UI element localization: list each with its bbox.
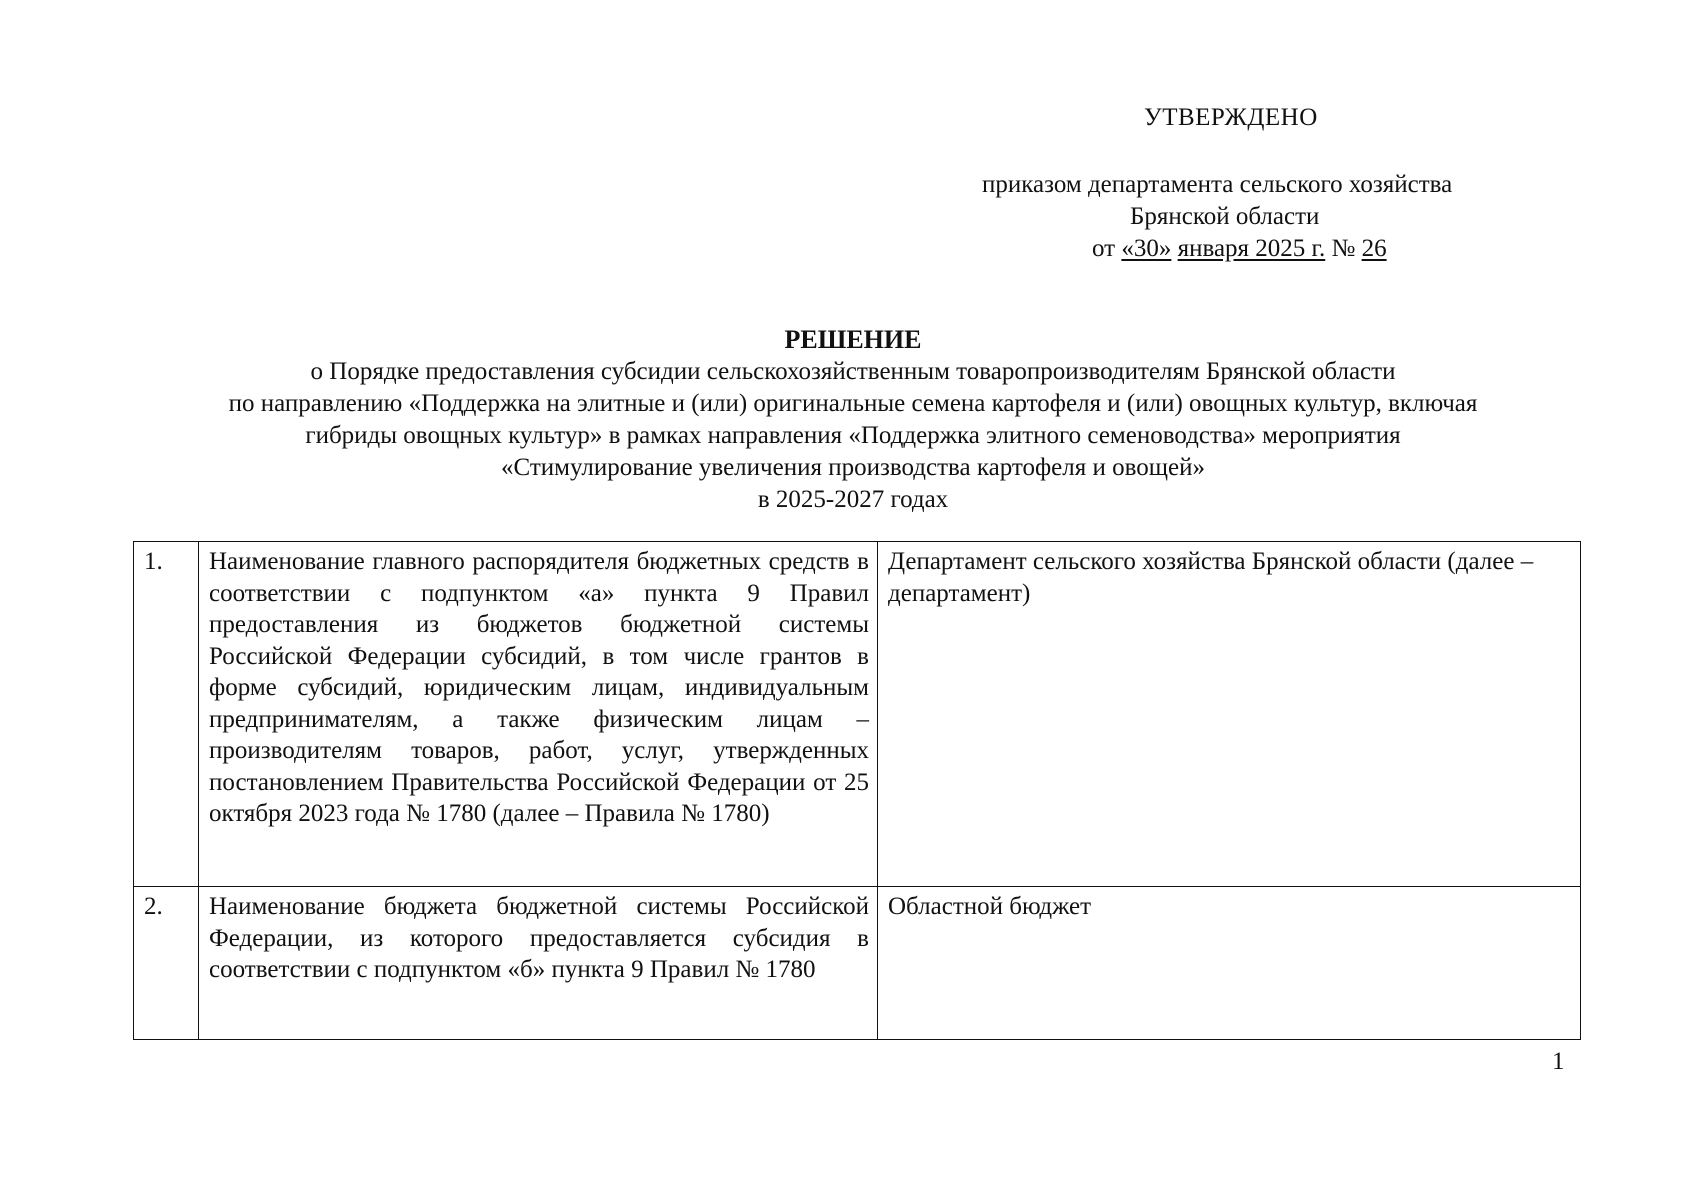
row-field-name: Наименование бюджета бюджетной системы Российской Федерации, из которого предоставляется субсидия в соответствии с подпунктом «б» пункта 9 Правил № 1780 bbox=[199, 887, 878, 1040]
order-day: «30» bbox=[1121, 235, 1172, 262]
row-number: 2. bbox=[134, 887, 199, 1040]
row-number: 1. bbox=[134, 542, 199, 887]
row-field-value: Областной бюджет bbox=[878, 887, 1581, 1040]
title-line: «Стимулирование увеличения производства картофеля и овощей» bbox=[501, 454, 1205, 481]
row-field-name: Наименование главного распорядителя бюджетных средств в соответствии с подпунктом «а» пункта 9 Правил предоставления из бюджетов бюджетной системы Российской Федерации субсидий, в том числе грантов в форме субсидий, юридическим лицам, индивидуальным предпринимателям, а также физическим лицам – производителям товаров, работ, услуг, утвержденных постановлением Правительства Российской Федерации от 25 октября 2023 года № 1780 (далее – Правила № 1780) bbox=[199, 542, 878, 887]
order-prefix: от bbox=[1092, 235, 1116, 262]
row-field-value: Департамент сельского хозяйства Брянской области (далее – департамент) bbox=[878, 542, 1581, 887]
title-line: по направлению «Поддержка на элитные и (или) оригинальные семена картофеля и (или) овощных культур, включая bbox=[228, 390, 1478, 417]
title-line: в 2025-2027 годах bbox=[757, 486, 949, 513]
order-date-line bbox=[960, 233, 1520, 265]
order-number-sign: № bbox=[1331, 235, 1356, 262]
order-month-year: января 2025 г. bbox=[1177, 235, 1326, 262]
page-number: 1 bbox=[1552, 1048, 1565, 1075]
approved-stamp-text: УТВЕРЖДЕНО bbox=[1144, 104, 1318, 131]
title-line: гибриды овощных культур» в рамках направления «Поддержка элитного семеноводства» мероприятия bbox=[305, 422, 1401, 449]
document-title-block bbox=[100, 324, 1606, 516]
decision-table bbox=[133, 541, 1581, 1040]
table-row bbox=[134, 887, 1581, 1040]
order-region-line: Брянской области bbox=[1130, 203, 1320, 230]
order-issuer-line: приказом департамента сельского хозяйства bbox=[982, 171, 1453, 198]
document-title: РЕШЕНИЕ bbox=[784, 325, 922, 354]
order-number: 26 bbox=[1361, 235, 1387, 262]
title-line: о Порядке предоставления субсидии сельскохозяйственным товаропроизводителям Брянской области bbox=[310, 358, 1396, 385]
order-reference bbox=[960, 169, 1520, 265]
table-row bbox=[134, 542, 1581, 887]
